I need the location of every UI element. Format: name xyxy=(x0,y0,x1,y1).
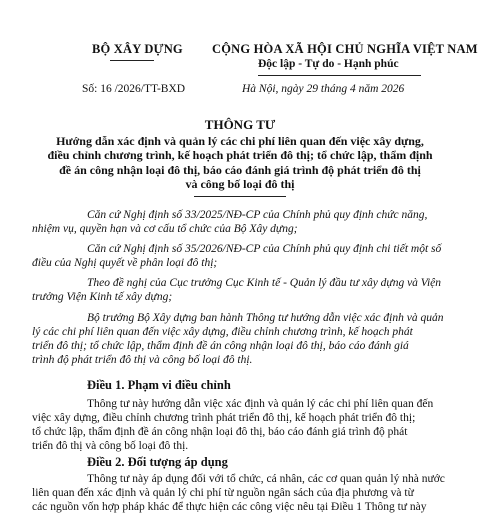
paragraph-line: tổ chức lập, thẩm định đề án công nhận loại đô thị, báo cáo đánh giá trình độ phát xyxy=(32,426,408,438)
preamble-paragraph xyxy=(32,242,462,270)
preamble-paragraph xyxy=(32,276,462,304)
document-number: Số: 16 /2026/TT-BXD xyxy=(82,83,186,95)
document-title xyxy=(42,134,438,192)
paragraph-line: triển đô thị và công bố loại đô thị. xyxy=(32,440,189,452)
title-line: điều chỉnh chương trình, kế hoạch phát triển đô thị; tổ chức lập, thẩm định xyxy=(47,148,433,163)
place-and-date: Hà Nội, ngày 29 tháng 4 năm 2026 xyxy=(242,83,405,95)
nation-name: CỘNG HÒA XÃ HỘI CHỦ NGHĨA VIỆT NAM xyxy=(212,42,478,56)
paragraph-line: triển đô thị; tổ chức lập, thẩm định đề án công nhận loại đô thị, báo cáo đánh giá xyxy=(32,340,409,352)
ministry-underline xyxy=(110,60,154,61)
preamble-paragraph xyxy=(32,208,462,236)
title-line: và công bố loại đô thị xyxy=(185,177,295,192)
paragraph-line: Theo đề nghị của Cục trưởng Cục Kinh tế - Quản lý đầu tư xây dựng và Viện xyxy=(87,277,442,289)
paragraph-line: Thông tư này hướng dẫn việc xác định và quản lý các chi phí liên quan đến xyxy=(87,398,434,410)
paragraph-line: liên quan đến xác định và quản lý chi phí từ nguồn ngân sách của địa phương và từ xyxy=(32,487,414,499)
article-heading: Điều 2. Đối tượng áp dụng xyxy=(87,455,228,469)
paragraph-line: Căn cứ Nghị định số 35/2026/NĐ-CP của Chính phủ quy định chi tiết một số xyxy=(87,243,442,255)
article-2 xyxy=(32,455,462,469)
paragraph-line: trình độ phát triển đô thị và công bố loại đô thị. xyxy=(32,354,253,366)
title-underline xyxy=(194,196,286,197)
title-line: đề án công nhận loại đô thị, báo cáo đánh giá trình độ phát triển đô thị xyxy=(59,162,421,177)
paragraph-line: các nguồn vốn hợp pháp khác để thực hiện các công việc nêu tại Điều 1 Thông tư này xyxy=(32,501,427,513)
document-type: THÔNG TƯ xyxy=(204,117,276,132)
article-1-body xyxy=(32,397,462,453)
paragraph-line: Bộ trưởng Bộ Xây dựng ban hành Thông tư hướng dẫn việc xác định và quản xyxy=(87,312,444,324)
title-line: Hướng dẫn xác định và quản lý các chi phí liên quan đến việc xây dựng, xyxy=(56,134,424,148)
paragraph-line: lý các chi phí liên quan đến việc xây dựng, điều chỉnh chương trình, kế hoạch phát xyxy=(32,326,413,338)
motto-underline xyxy=(258,75,421,76)
paragraph-line: điều của Nghị quyết về phân loại đô thị; xyxy=(32,257,218,269)
article-2-body xyxy=(32,472,462,514)
paragraph-line: trưởng Viện Kinh tế xây dựng; xyxy=(32,291,173,303)
article-1 xyxy=(32,378,462,392)
preamble-paragraph xyxy=(32,311,462,367)
national-motto: Độc lập - Tự do - Hạnh phúc xyxy=(258,58,399,70)
paragraph-line: Thông tư này áp dụng đối với tổ chức, cá nhân, các cơ quan quản lý nhà nước xyxy=(87,473,445,485)
article-heading: Điều 1. Phạm vi điều chỉnh xyxy=(87,378,231,392)
paragraph-line: việc xây dựng, điều chỉnh chương trình phát triển đô thị, kế hoạch phát triển đô thị; xyxy=(32,412,416,424)
ministry-name: BỘ XÂY DỰNG xyxy=(92,42,183,56)
paragraph-line: nhiệm vụ, quyền hạn và cơ cấu tổ chức của Bộ Xây dựng; xyxy=(32,223,298,235)
paragraph-line: Căn cứ Nghị định số 33/2025/NĐ-CP của Chính phủ quy định chức năng, xyxy=(87,209,428,221)
